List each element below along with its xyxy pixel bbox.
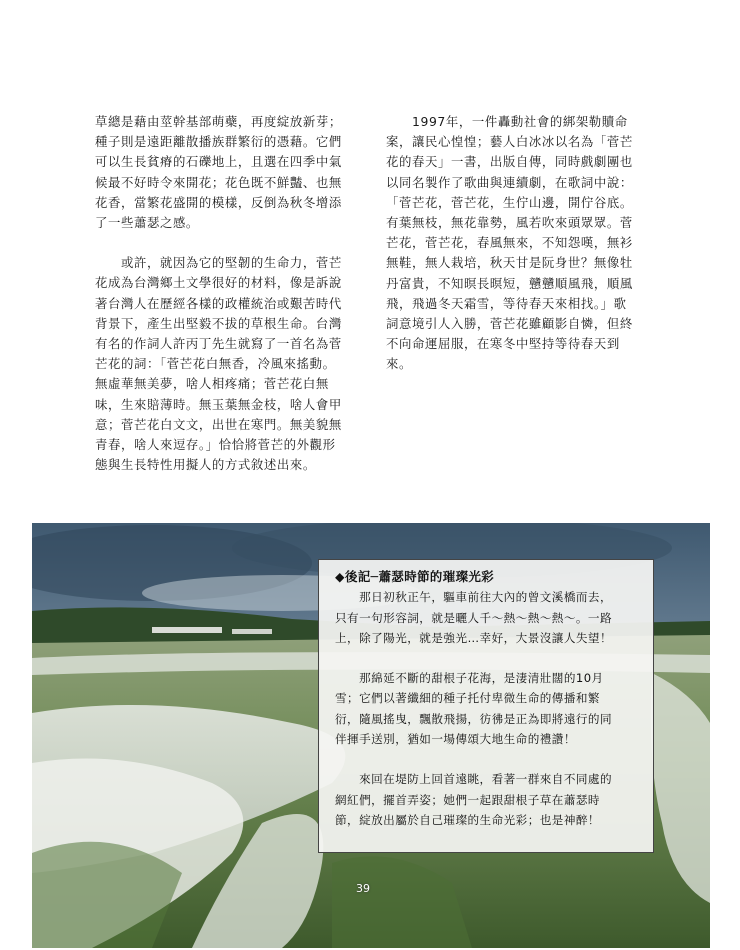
left-paragraph-2: 或許，就因為它的堅韌的生命力，菅芒 花成為台灣鄉土文學很好的材料，像是訴說 著台灣人在歷經各樣的政權統治或艱苦時代 背景下，產生出堅毅不拔的草根生命。台灣 有名的作詞人許丙丁先生就寫了一首名為菅 芒花的詞：「菅芒花白無香，冷風來搖動。 無虛華無美夢，啥人相疼痛；菅芒花白無 味，生來賠薄時。無玉葉無金枝，啥人會甲 意；菅芒花白文文，出世在寒門。無美貌無 青春，啥人來逗存。」恰恰將菅芒的外觀形 態與生長特性用擬人的方式敘述出來。 (95, 255, 342, 473)
page-number: 39 (356, 882, 370, 895)
right-text-column (386, 112, 648, 395)
right-paragraph-1: 1997年，一件轟動社會的綁架勒贖命 案，讓民心惶惶；藝人白冰冰以名為「菅芒 花的春天」一書，出版自傳，同時戲劇團也 以同名製作了歌曲與連續劇，在歌詞中說： 「菅芒花，菅芒花，生佇山邊，開佇谷底。 有葉無枝，無花靠勢，風若吹來頭眾眾。菅 芒花，菅芒花，春風無來，不知怨嘆，無衫 無鞋，無人栽培，秋天甘是阮身世？無像牡 丹富貴，不知暝長暝短，戇戇順風飛，順風 飛，飛過冬天霜雪，等待春天來相找。」歌 詞意境引人入勝，菅芒花雖顧影自憐，但終 不向命運屈服，在寒冬中堅持等待春天到 來。 (386, 114, 633, 372)
postscript-title: ◆後記─蕭瑟時節的璀璨光彩 (335, 569, 495, 584)
postscript-paragraph-2: 那綿延不斷的甜根子花海，是淒清壯闊的10月 雪；它們以著纖細的種子托付卑微生命的傳播和繁 衍，隨風搖曳，飄散飛揚，彷彿是正為即將遠行的同 伴揮手送別，猶如一場傳頌大地生命的禮讚！ (335, 671, 613, 747)
postscript-paragraph-1: 那日初秋正午，驅車前往大內的曾文溪橋而去， 只有一句形容詞，就是曬人千～熱～熱～熱～。一路 上，除了陽光，就是強光…幸好，大景沒讓人失望！ (335, 590, 613, 645)
left-text-column (95, 112, 357, 495)
left-paragraph-1: 草總是藉由莖幹基部萌蘗，再度綻放新芽； 種子則是遠距離散播族群繁衍的憑藉。它們 可以生長貧瘠的石礫地上，且選在四季中氣 候最不好時令來開花；花色既不鮮豔、也無 花香，當繁花盛開的模樣，反倒為秋冬增添 了一些蕭瑟之感。 (95, 114, 342, 231)
postscript-paragraph-3: 來回在堤防上回首遠眺，看著一群來自不同處的 網紅們，擺首弄姿；她們一起跟甜根子草在蕭瑟時 節，綻放出屬於自己璀璨的生命光彩；也是神醉！ (335, 772, 613, 827)
postscript-box (318, 559, 654, 853)
